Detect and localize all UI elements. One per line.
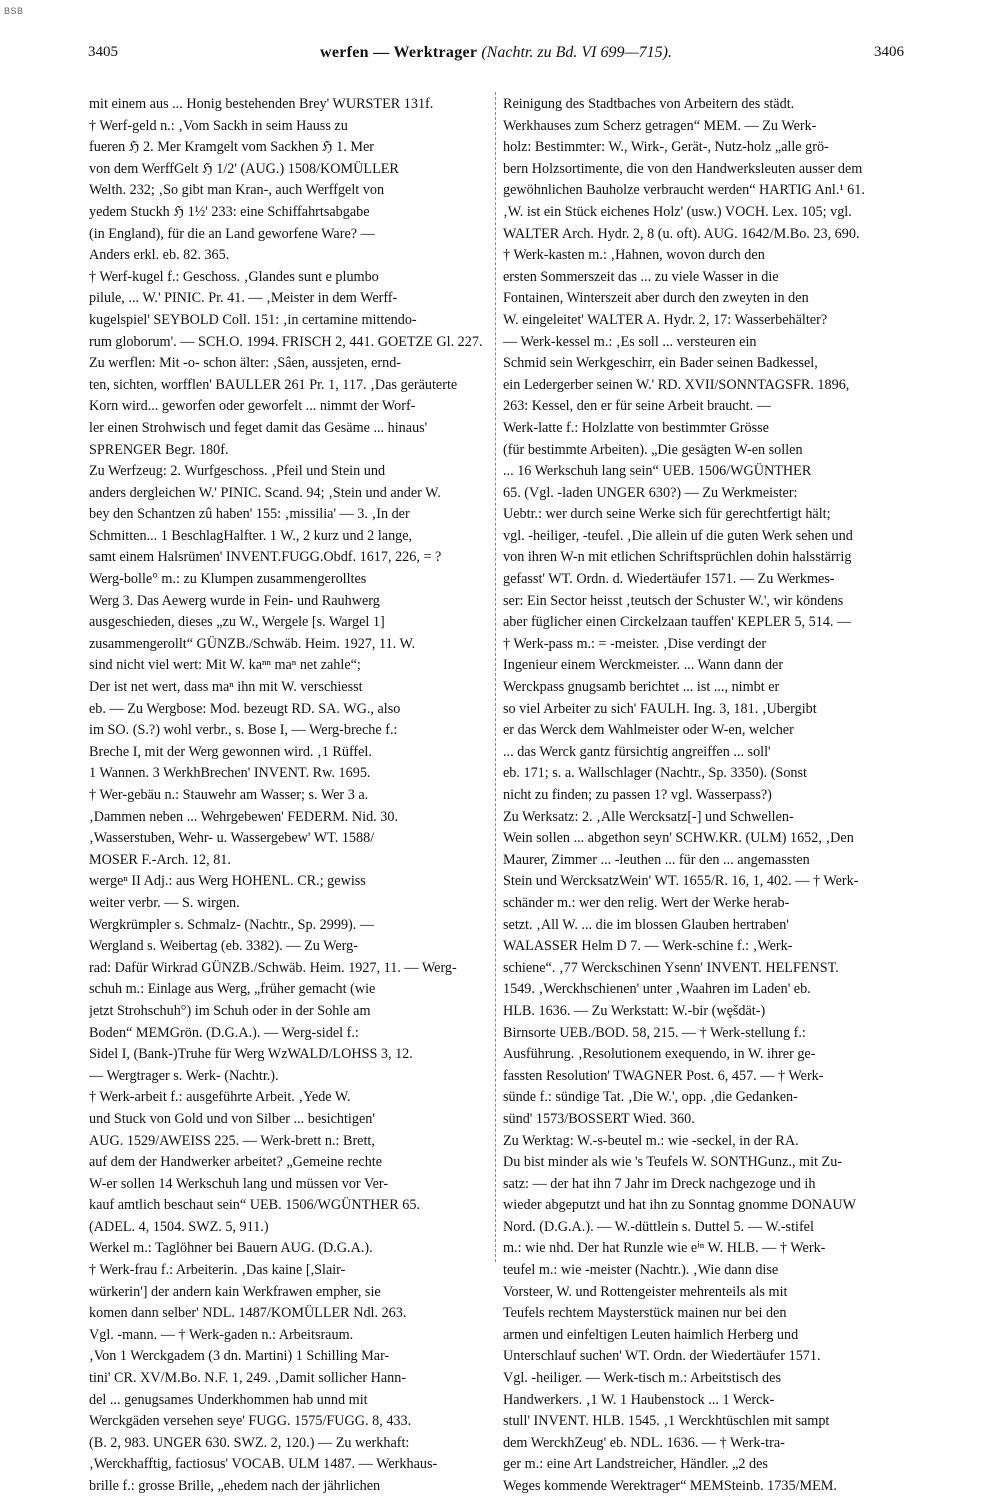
text-line: † Werk-kasten m.: ‚Hahnen, wovon durch den [503,247,765,264]
text-line: wergeⁿ II Adj.: aus Werg HOHENL. CR.; gewiss [89,873,366,890]
text-line: Welth. 232; ‚So gibt man Kran-, auch Werffgelt von [89,182,385,199]
text-line: † Werk-pass m.: = -meister. ‚Dise verdingt der [503,635,767,652]
text-line: von dem WerffGelt ℌ 1/2' (AUG.) 1508/KOMÜLLER [89,160,399,177]
text-line: 263: Kessel, den er für seine Arbeit braucht. — [503,398,771,415]
text-line: von ihren W-n mit etlichen Schriftsprüchlen dohin halsstärrig [503,549,852,566]
text-line: SPRENGER Begr. 180f. [89,441,229,458]
text-line: — Werk-kessel m.: ‚Es soll ... versteuren ein [503,333,757,350]
running-note: (Nachtr. zu Bd. VI 699—715). [481,44,672,61]
text-line: fassten Resolution' TWAGNER Post. 6, 457. — † Werk- [503,1067,824,1084]
text-line: Zu Werktag: W.-s-beutel m.: wie -seckel, in der RA. [503,1132,799,1149]
text-line: samt einem Halsrümen' INVENT.FUGG.Obdf. 1617, 226, = ? [89,549,442,566]
text-line: (ADEL. 4, 1504. SWZ. 5, 911.) [89,1218,269,1235]
text-line: sünde f.: sündige Tat. ‚Die W.', opp. ‚die Gedanken- [503,1089,798,1106]
text-line: WALASSER Helm D 7. — Werk-schine f.: ‚Werk- [503,938,793,955]
text-line: eb. 171; s. a. Wallschlager (Nachtr., Sp. 3350). (Sonst [503,765,807,782]
text-line: MOSER F.-Arch. 12, 81. [89,851,231,868]
left-column [89,94,488,1498]
text-line: so viel Arbeiter zu sich' FAULH. Ing. 3, 181. ‚Ubergibt [503,700,817,717]
text-line: (B. 2, 983. UNGER 630. SWZ. 2, 120.) — Zu werkhaft: [89,1434,410,1451]
text-line: vgl. -heiliger, -teufel. ‚Die allein uf die guten Werk sehen und [503,527,853,544]
text-line: wieder abgeputzt und hat ihn zu Sonntag gnomme DONAUW [503,1197,857,1214]
text-line: auf dem der Handwerker arbeitet? „Gemeine rechte [89,1154,383,1171]
text-line: Werckpass gnugsamb berichtet ... ist ..., nimbt er [503,679,780,696]
text-line: Werk-latte f.: Holzlatte von bestimmter Grösse [503,419,769,436]
text-line: W. eingeleitet' WALTER A. Hydr. 2, 17: Wasserbehälter? [503,311,828,328]
text-line: brille f.: grosse Brille, „ehedem nach der jährlichen [89,1478,381,1494]
text-line: HLB. 1636. — Zu Werkstatt: W.-bir (wȩšdät-) [503,1002,766,1019]
text-line: anders dergleichen W.' PINIC. Scand. 94; ‚Stein und ander W. [89,484,441,501]
text-line: ‚Von 1 Werckgadem (3 dn. Martini) 1 Schilling Mar- [89,1348,390,1365]
text-line: armen und einfeltigen Leuten haimlich Herberg und [503,1326,799,1343]
text-line: Uebtr.: wer durch seine Werke sich für gerechtfertigt hält; [503,506,831,523]
text-line: Werg-bolle° m.: zu Klumpen zusammengerolltes [89,571,367,588]
text-line: Breche I, mit der Werg gewonnen wird. ‚1 Rüffel. [89,743,372,760]
text-line: setzt. ‚All W. ... die im blossen Glauben hertraben' [503,916,789,933]
text-line: ler einen Strohwisch und feget damit das Gesäme ... hinaus' [89,419,428,436]
text-line: † Werk-frau f.: Arbeiterin. ‚Das kaine [,Slair- [89,1262,346,1279]
text-line: ausgeschieden, dieses „zu W., Wergele [s. Wargel 1] [89,614,385,631]
text-line: ... 16 Werkschuh lang sein“ UEB. 1506/WGÜNTHER [503,463,812,480]
text-line: ‚Wasserstuben, Wehr- u. Wassergebew' WT. 1588/ [89,830,375,847]
text-line: Sidel I, (Bank-)Truhe für Werg WzWALD/LOHSS 3, 12. [89,1046,413,1063]
text-line: Werckgäden versehen seye' FUGG. 1575/FUGG. 8, 433. [89,1413,412,1430]
text-line: dem WerckhZeug' eb. NDL. 1636. — † Werk-tra- [503,1434,785,1451]
text-line: sind nicht viel wert: Mit W. kaⁿⁿ maⁿ net zahle“; [89,657,361,674]
text-line: Nord. (D.G.A.). — W.-düttlein s. Duttel 5. — W.-stifel [503,1218,814,1235]
text-line: nicht zu finden; zu passen 1? vgl. Wasserpass?) [503,787,772,803]
text-line: komen dann selber' NDL. 1487/KOMÜLLER Ndl. 263. [89,1305,407,1322]
text-line: gefasst' WT. Ordn. d. Wiedertäufer 1571. — Zu Werkmes- [503,571,835,588]
text-line: Anders erkl. eb. 82. 365. [89,247,230,264]
text-line: Reinigung des Stadtbaches von Arbeitern des städt. [503,96,795,112]
text-line: jetzt Strohschuh°) im Schuh oder in der Sohle am [89,1002,371,1019]
text-line: † Werk-arbeit f.: ausgeführte Arbeit. ‚Yede W. [89,1089,351,1106]
text-line: 1549. ‚Werckhschienen' unter ‚Waahren im Laden' eb. [503,981,811,998]
page-number-left: 3405 [88,44,118,60]
text-line: Werg 3. Das Aewerg wurde in Fein- und Rauhwerg [89,592,380,609]
text-line: zusammengerollt“ GÜNZB./Schwäb. Heim. 1927, 11. W. [89,635,416,652]
text-line: — Wergtrager s. Werk- (Nachtr.). [89,1067,279,1084]
text-line: schänder m.: wer den relig. Wert der Werke herab- [503,894,790,911]
text-line: Vgl. -mann. — † Werk-gaden n.: Arbeitsraum. [89,1326,354,1343]
text-line: ger m.: eine Art Landstreicher, Händler. „2 des [503,1456,768,1473]
text-line: ... das Werck gantz fürsichtig angreiffen ... soll' [503,743,771,760]
text-line: eb. — Zu Wergbose: Mod. bezeugt RD. SA. WG., also [89,700,401,717]
text-line: pilule, ... W.' PINIC. Pr. 41. — ‚Meister in dem Werff- [89,290,398,307]
text-line: und Stuck von Gold und von Silber ... besichtigen' [89,1110,375,1127]
text-line: Ingenieur einem Werckmeister. ... Wann dann der [503,657,784,674]
text-line: holz: Bestimmter: W., Wirk-, Gerät-, Nutz-holz „alle grö- [503,139,829,156]
text-line: satz: — der hat ihn 7 Jahr im Dreck nachgezoge und ih [503,1175,816,1192]
text-line: stull' INVENT. HLB. 1545. ‚1 Werckhtüschlen mit sampt [503,1413,830,1430]
text-line: schiene“. ‚77 Werckschinen Ysenn' INVENT. HELFENST. [503,959,839,976]
text-line: Maurer, Zimmer ... -leuthen ... für den ... angemassten [503,851,810,868]
text-line: teufel m.: wie -meister (Nachtr.). ‚Wie dann dise [503,1262,779,1279]
text-line: im SO. (S.?) wohl verbr., s. Bose I, — Werg-breche f.: [89,722,398,739]
text-line: † Wer-gebäu n.: Stauwehr am Wasser; s. Wer 3 a. [89,787,369,803]
text-line: 1 Wannen. 3 WerkhBrechen' INVENT. Rw. 1695. [89,765,371,782]
text-line: Teufels rechtem Maysterstück mainen nur bei den [503,1305,787,1322]
text-line: yedem Stuckh ℌ 1½' 233: eine Schiffahrtsabgabe [89,203,370,220]
column-divider [495,92,496,1262]
text-line: Du bist minder als wie 's Teufels W. SONTHGunz., mit Zu- [503,1154,843,1171]
text-line: 65. (Vgl. -laden UNGER 630?) — Zu Werkmeister: [503,484,798,501]
text-line: Wergkrümpler s. Schmalz- (Nachtr., Sp. 2999). — [89,916,375,933]
text-line: Schmitten... 1 BeschlagHalfter. 1 W., 2 kurz und 2 lange, [89,527,413,544]
text-line: er das Werck dem Wahlmeister oder W-en, welcher [503,722,794,739]
text-line: † Werf-kugel f.: Geschoss. ‚Glandes sunt e plumbo [89,268,379,285]
text-line: rum globorum'. — SCH.O. 1994. FRISCH 2, 441. GOETZE Gl. 227. [89,333,483,350]
text-line: bey den Schantzen zû haben' 155: ‚missilia' — 3. ‚In der [89,506,410,523]
text-line: sünd' 1573/BOSSERT Wied. 360. [503,1110,695,1127]
text-line: tini' CR. XV/M.Bo. N.F. 1, 249. ‚Damit sollicher Hann- [89,1370,407,1387]
text-line: Ausführung. ‚Resolutionem exequendo, in W. ihrer ge- [503,1046,816,1063]
text-line: Werkhauses zum Scherz getragen“ MEM. — Zu Werk- [503,117,817,134]
text-line: Der ist net wert, dass maⁿ ihn mit W. verschiesst [89,679,363,696]
text-line: ‚W. ist ein Stück eichenes Holz' (usw.) VOCH. Lex. 105; vgl. [503,203,852,220]
text-line: W-er sollen 14 Werkschuh lang und müssen vor Ver- [89,1175,389,1192]
right-column [503,94,902,1498]
text-line: ‚Dammen neben ... Wehrgebewen' FEDERM. Nid. 30. [89,808,399,825]
text-line: Zu werflen: Mit -o- schon älter: ‚Sâen, aussjeten, ernd- [89,355,402,372]
page-header [88,44,904,68]
text-line: † Werf-geld n.: ‚Vom Sackh in seim Hauss zu [89,117,348,134]
text-line: Unterschlauf suchen' WT. Ordn. der Wiedertäufer 1571. [503,1348,821,1365]
text-line: würkerin'] der andern kain Werkfrawen empher, sie [89,1283,381,1300]
text-line: del ... genugsames Underkhommen hab unnd mit [89,1391,368,1408]
running-headword: werfen — Werktrager [319,44,478,61]
text-line: Birnsorte UEB./BOD. 58, 215. — † Werk-stellung f.: [503,1024,806,1041]
text-line: Wein sollen ... abgethon seyn' SCHW.KR. (ULM) 1652, ‚Den [503,830,854,847]
text-line: Vorsteer, W. und Rottengeister mehrenteils als mit [503,1283,788,1300]
text-line: weiter verbr. — S. wirgen. [89,894,240,911]
text-line: fueren ℌ 2. Mer Kramgelt vom Sackhen ℌ 1. Mer [89,139,374,156]
text-line: (für bestimmte Arbeiten). „Die gesägten W-en sollen [503,441,803,458]
text-line: Wergland s. Weibertag (eb. 3382). — Zu Werg- [89,938,358,955]
text-line: Korn wird... geworfen oder geworfelt ... nimmt der Worf- [89,398,416,415]
text-line: rad: Dafür Wirkrad GÜNZB./Schwäb. Heim. 1927, 11. — Werg- [89,959,457,976]
text-line: Schmid sein Werkgeschirr, ein Bader seinen Badkessel, [503,355,818,372]
text-line: m.: wie nhd. Der hat Runzle wie eⁱⁿ W. HLB. — † Werk- [503,1240,826,1257]
text-line: (in England), für die an Land geworfene Ware? — [89,225,375,242]
text-line: aber füglicher einen Circkelzaan tauffen' KEPLER 5, 514. — [503,614,852,631]
text-line: Werkel m.: Taglöhner bei Bauern AUG. (D.G.A.). [89,1240,373,1257]
text-line: Weges kommende Werektrager“ MEMSteinb. 1735/MEM. [503,1478,837,1494]
text-line: ten, sichten, worfflen' BAULLER 261 Pr. 1, 117. ‚Das geräuterte [89,376,458,393]
text-line: Vgl. -heiliger. — Werk-tisch m.: Arbeitstisch des [503,1370,781,1387]
text-line: Stein und WercksatzWein' WT. 1655/R. 16, 1, 402. — † Werk- [503,873,859,890]
text-line: mit einem aus ... Honig bestehenden Brey' WURSTER 131f. [89,96,434,112]
text-line: AUG. 1529/AWEISS 225. — Werk-brett n.: Brett, [89,1132,375,1149]
text-line: Handwerkers. ‚1 W. 1 Haubenstock ... 1 Werck- [503,1391,775,1408]
text-line: kauf amtlich beschaut sein“ UEB. 1506/WGÜNTHER 65. [89,1197,420,1214]
text-line: WALTER Arch. Hydr. 2, 8 (u. oft). AUG. 1642/M.Bo. 23, 690. [503,225,860,242]
text-line: Zu Werfzeug: 2. Wurfgeschoss. ‚Pfeil und Stein und [89,463,386,480]
text-line: bern Holzsortimente, die von den Handwerksleuten ausser dem [503,160,863,177]
library-stamp: BSB [4,6,24,16]
text-line: ersten Sommerszeit das ... zu viele Wasser in die [503,268,779,285]
text-line: Boden“ MEMGrön. (D.G.A.). — Werg-sidel f.: [89,1024,359,1041]
running-title [88,44,904,62]
text-line: ‚Werckhafftig, factiosus' VOCAB. ULM 1487. — Werkhaus- [89,1456,438,1473]
text-line: schuh m.: Einlage aus Werg, „früher gemacht (wie [89,981,376,998]
text-line: Fontainen, Winterszeit aber durch den zweyten in den [503,290,809,307]
text-line: gewöhnlichen Bauholze verbraucht werden“ HARTIG Anl.¹ 61. [503,182,865,199]
text-line: ser: Ein Sector heisst ‚teutsch der Schuster W.', wir köndens [503,592,844,609]
page-number-right: 3406 [874,44,904,60]
text-line: Zu Werksatz: 2. ‚Alle Wercksatz[-] und Schwellen- [503,808,794,825]
text-line: kugelspiel' SEYBOLD Coll. 151: ‚in certamine mittendo- [89,311,417,328]
text-line: ein Ledergerber seinen W.' RD. XVII/SONNTAGSFR. 1896, [503,376,850,393]
